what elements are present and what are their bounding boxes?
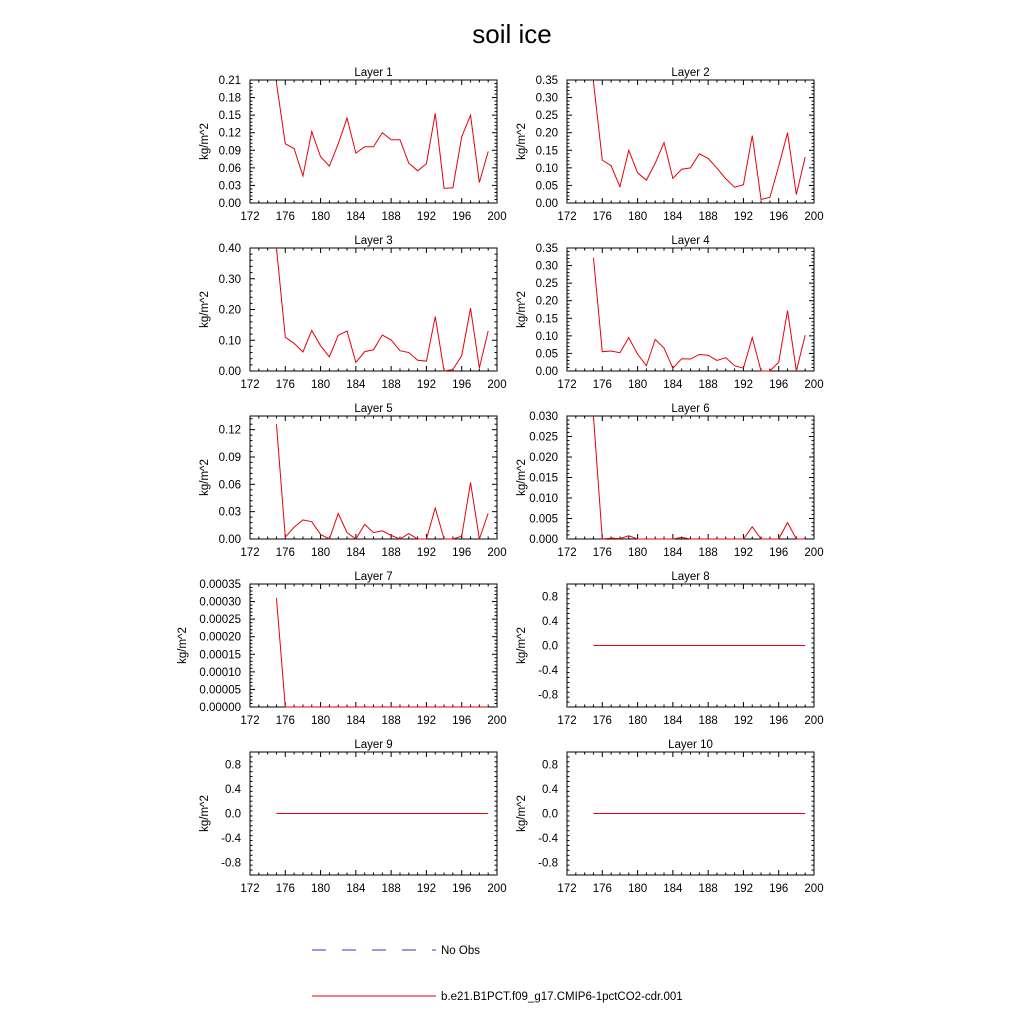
y-tick-label: 0.06: [218, 479, 241, 492]
x-tick-label: 172: [240, 379, 260, 391]
x-tick-label: 184: [346, 715, 366, 727]
x-tick-label: 180: [627, 379, 648, 391]
y-tick-label: 0.25: [535, 278, 558, 291]
x-tick-label: 196: [452, 715, 472, 727]
x-tick-label: 180: [310, 547, 331, 559]
y-tick-label: 0.0: [225, 808, 241, 821]
x-tick-label: 176: [592, 883, 612, 895]
x-tick-label: 184: [663, 715, 683, 727]
y-tick-label: -0.8: [538, 689, 558, 702]
x-tick-label: 184: [346, 547, 366, 559]
y-tick-label: -0.8: [221, 857, 241, 870]
x-tick-label: 200: [487, 379, 507, 391]
x-tick-label: 192: [416, 715, 437, 727]
panel-layer-6: [516, 403, 824, 559]
y-tick-label: 0.09: [218, 145, 241, 158]
y-tick-label: 0.30: [535, 92, 558, 105]
panel-title: Layer 5: [354, 403, 393, 415]
y-tick-label: 0.00: [218, 366, 241, 378]
y-axis-label: kg/m^2: [516, 627, 528, 664]
x-tick-label: 172: [240, 715, 260, 727]
y-tick-label: 0.8: [542, 759, 558, 772]
x-tick-label: 200: [487, 547, 507, 559]
x-tick-label: 192: [733, 547, 754, 559]
panel-layer-2: [516, 67, 824, 223]
x-tick-label: 180: [310, 883, 331, 895]
series-line: [276, 424, 488, 539]
x-tick-label: 184: [663, 379, 683, 391]
y-tick-label: 0.020: [529, 452, 558, 464]
y-tick-label: 0.00030: [199, 596, 241, 609]
panel-layer-3: [199, 235, 507, 391]
y-tick-label: 0.00: [218, 534, 241, 546]
series-line: [276, 248, 488, 371]
y-tick-label: 0.10: [535, 330, 558, 343]
x-tick-label: 196: [452, 883, 472, 895]
x-tick-label: 188: [698, 211, 718, 223]
y-tick-label: 0.35: [535, 243, 558, 255]
y-tick-label: -0.8: [538, 857, 558, 870]
y-tick-label: 0.03: [218, 180, 241, 193]
y-tick-label: 0.00: [535, 198, 558, 210]
x-tick-label: 192: [416, 547, 437, 559]
series-line: [593, 258, 805, 371]
y-tick-label: 0.18: [218, 92, 241, 105]
x-tick-label: 184: [346, 211, 366, 223]
y-axis-label: kg/m^2: [516, 459, 528, 496]
plot-frame: [250, 416, 497, 539]
y-tick-label: 0.00005: [199, 684, 241, 697]
x-tick-label: 184: [346, 379, 366, 391]
y-tick-label: 0.12: [218, 127, 241, 140]
panel-layer-8: [516, 571, 824, 727]
y-axis-label: kg/m^2: [516, 291, 528, 328]
y-tick-label: 0.30: [218, 273, 241, 286]
y-axis-label: kg/m^2: [516, 123, 528, 160]
plot-frame: [250, 248, 497, 371]
y-tick-label: -0.4: [221, 833, 241, 846]
x-tick-label: 188: [381, 547, 401, 559]
panel-title: Layer 6: [671, 403, 710, 415]
x-tick-label: 180: [627, 883, 648, 895]
y-tick-label: 0.15: [218, 110, 241, 123]
x-tick-label: 200: [804, 211, 824, 223]
panel-layer-7: [177, 571, 507, 727]
panel-title: Layer 1: [354, 67, 393, 79]
y-tick-label: 0.20: [535, 295, 558, 308]
panel-title: Layer 4: [671, 235, 710, 247]
x-tick-label: 200: [804, 715, 824, 727]
y-tick-label: 0.05: [535, 348, 558, 361]
x-tick-label: 172: [557, 715, 577, 727]
panel-layer-1: [199, 67, 507, 223]
x-tick-label: 188: [698, 715, 718, 727]
y-axis-label: kg/m^2: [199, 291, 211, 328]
y-tick-label: 0.8: [225, 759, 241, 772]
x-tick-label: 188: [381, 883, 401, 895]
panel-title: Layer 10: [668, 739, 713, 751]
plot-frame: [567, 248, 814, 371]
x-tick-label: 196: [769, 211, 789, 223]
x-tick-label: 172: [557, 379, 577, 391]
y-tick-label: -0.4: [538, 665, 558, 678]
y-tick-label: 0.0: [542, 640, 558, 653]
x-tick-label: 200: [487, 883, 507, 895]
x-tick-label: 192: [416, 379, 437, 391]
y-tick-label: 0.015: [529, 472, 558, 485]
x-tick-label: 184: [346, 883, 366, 895]
series-line: [593, 82, 805, 200]
x-tick-label: 172: [557, 211, 577, 223]
x-tick-label: 200: [487, 715, 507, 727]
y-tick-label: 0.15: [535, 145, 558, 158]
panel-title: Layer 2: [671, 67, 710, 79]
x-tick-label: 188: [381, 211, 401, 223]
y-axis-label: kg/m^2: [516, 795, 528, 832]
x-tick-label: 200: [804, 547, 824, 559]
panel-title: Layer 7: [354, 571, 393, 583]
y-tick-label: 0.4: [225, 783, 241, 796]
panel-title: Layer 8: [671, 571, 710, 583]
y-tick-label: 0.20: [218, 304, 241, 317]
y-tick-label: 0.03: [218, 506, 241, 519]
x-tick-label: 184: [663, 547, 683, 559]
x-tick-label: 192: [733, 211, 754, 223]
y-tick-label: 0.15: [535, 313, 558, 326]
x-tick-label: 172: [240, 883, 260, 895]
y-tick-label: 0.030: [529, 411, 558, 423]
y-tick-label: 0.00000: [199, 702, 241, 714]
x-tick-label: 188: [698, 379, 718, 391]
x-tick-label: 200: [804, 379, 824, 391]
x-tick-label: 176: [275, 715, 295, 727]
x-tick-label: 176: [275, 883, 295, 895]
x-tick-label: 180: [627, 547, 648, 559]
x-tick-label: 184: [663, 211, 683, 223]
series-line: [276, 598, 488, 707]
plot-frame: [567, 416, 814, 539]
y-tick-label: 0.00020: [199, 631, 241, 644]
legend-no-obs-label: No Obs: [441, 945, 480, 957]
x-tick-label: 172: [240, 547, 260, 559]
panel-layer-9: [199, 739, 507, 895]
x-tick-label: 196: [769, 547, 789, 559]
y-tick-label: 0.05: [535, 180, 558, 193]
x-tick-label: 176: [275, 379, 295, 391]
y-tick-label: 0.00010: [199, 666, 241, 679]
y-tick-label: 0.06: [218, 162, 241, 175]
y-tick-label: 0.0: [542, 808, 558, 821]
x-tick-label: 188: [698, 883, 718, 895]
y-tick-label: 0.00: [535, 366, 558, 378]
y-tick-label: 0.00: [218, 198, 241, 210]
x-tick-label: 188: [381, 715, 401, 727]
legend-model-label: b.e21.B1PCT.f09_g17.CMIP6-1pctCO2-cdr.001: [441, 991, 683, 1003]
panels-container: [177, 67, 824, 895]
y-axis-label: kg/m^2: [199, 459, 211, 496]
x-tick-label: 196: [769, 715, 789, 727]
x-tick-label: 192: [416, 883, 437, 895]
panel-layer-5: [199, 403, 507, 559]
panel-title: Layer 3: [354, 235, 393, 247]
y-tick-label: 0.20: [535, 127, 558, 140]
x-tick-label: 176: [592, 547, 612, 559]
panel-layer-4: [516, 235, 824, 391]
x-tick-label: 196: [452, 379, 472, 391]
plot-frame: [567, 80, 814, 203]
y-tick-label: 0.025: [529, 431, 558, 444]
legend: [312, 945, 683, 1003]
y-tick-label: 0.000: [529, 534, 558, 546]
y-tick-label: 0.10: [535, 162, 558, 175]
x-tick-label: 180: [310, 211, 331, 223]
x-tick-label: 184: [663, 883, 683, 895]
x-tick-label: 196: [769, 379, 789, 391]
y-tick-label: 0.40: [218, 243, 241, 255]
x-tick-label: 176: [275, 211, 295, 223]
panel-layer-10: [516, 739, 824, 895]
y-tick-label: 0.35: [535, 75, 558, 87]
x-tick-label: 172: [240, 211, 260, 223]
x-tick-label: 196: [452, 211, 472, 223]
y-tick-label: 0.09: [218, 452, 241, 464]
series-line: [593, 416, 805, 539]
y-axis-label: kg/m^2: [199, 795, 211, 832]
x-tick-label: 192: [733, 883, 754, 895]
x-tick-label: 176: [592, 715, 612, 727]
plot-frame: [250, 584, 497, 707]
y-tick-label: 0.25: [535, 110, 558, 123]
x-tick-label: 180: [627, 211, 648, 223]
y-tick-label: 0.10: [218, 335, 241, 348]
series-line: [276, 83, 488, 188]
x-tick-label: 172: [557, 883, 577, 895]
x-tick-label: 176: [275, 547, 295, 559]
x-tick-label: 172: [557, 547, 577, 559]
y-tick-label: 0.005: [529, 513, 558, 526]
x-tick-label: 188: [381, 379, 401, 391]
figure-title: soil ice: [472, 19, 552, 49]
y-tick-label: 0.00025: [199, 614, 241, 627]
x-tick-label: 180: [627, 715, 648, 727]
x-tick-label: 200: [804, 883, 824, 895]
panel-title: Layer 9: [354, 739, 393, 751]
y-tick-label: 0.010: [529, 493, 558, 505]
y-tick-label: 0.00015: [199, 649, 241, 662]
x-tick-label: 176: [592, 211, 612, 223]
x-tick-label: 176: [592, 379, 612, 391]
x-tick-label: 180: [310, 379, 331, 391]
y-tick-label: -0.4: [538, 833, 558, 846]
x-tick-label: 180: [310, 715, 331, 727]
x-tick-label: 200: [487, 211, 507, 223]
plot-frame: [250, 80, 497, 203]
y-tick-label: 0.00035: [199, 579, 241, 591]
y-tick-label: 0.4: [542, 783, 558, 796]
x-tick-label: 196: [769, 883, 789, 895]
y-tick-label: 0.12: [218, 424, 241, 437]
x-tick-label: 196: [452, 547, 472, 559]
y-tick-label: 0.30: [535, 260, 558, 273]
x-tick-label: 192: [733, 379, 754, 391]
x-tick-label: 192: [733, 715, 754, 727]
y-tick-label: 0.21: [218, 75, 241, 87]
y-tick-label: 0.4: [542, 615, 558, 628]
y-tick-label: 0.8: [542, 591, 558, 604]
x-tick-label: 188: [698, 547, 718, 559]
x-tick-label: 192: [416, 211, 437, 223]
y-axis-label: kg/m^2: [199, 123, 211, 160]
y-axis-label: kg/m^2: [177, 627, 189, 664]
